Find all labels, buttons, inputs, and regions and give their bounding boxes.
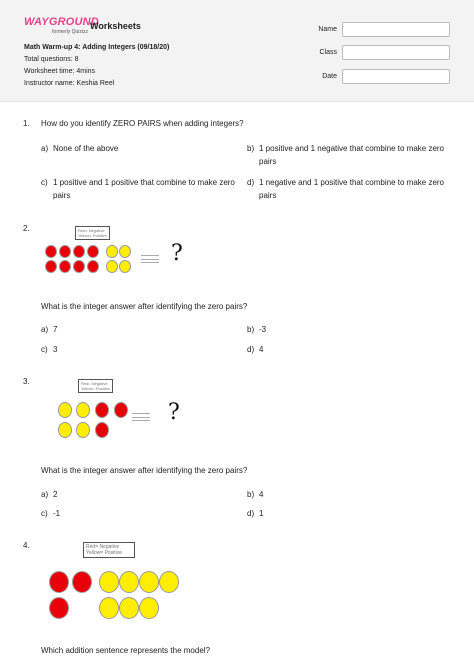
red-counter bbox=[95, 422, 109, 438]
name-field[interactable] bbox=[342, 22, 450, 37]
option-text: 3 bbox=[53, 345, 58, 354]
red-counter bbox=[72, 571, 92, 593]
question-number: 2. bbox=[23, 224, 30, 233]
option-text: 1 positive and 1 positive that combine to make zero pairs bbox=[53, 178, 235, 200]
yellow-counter bbox=[119, 597, 139, 619]
yellow-counter bbox=[139, 597, 159, 619]
option-letter: a) bbox=[41, 144, 49, 153]
worksheet-title: Math Warm-up 4: Adding Integers (09/18/20) bbox=[24, 44, 170, 51]
yellow-counter bbox=[119, 260, 131, 273]
question-text: Which addition sentence represents the model? bbox=[41, 646, 210, 655]
color-legend bbox=[75, 226, 110, 240]
color-legend bbox=[78, 379, 113, 393]
option-letter: b) bbox=[247, 325, 255, 334]
yellow-counter bbox=[119, 245, 131, 258]
question-text: What is the integer answer after identifying the zero pairs? bbox=[41, 466, 248, 475]
option-letter: d) bbox=[247, 509, 255, 518]
date-field[interactable] bbox=[342, 69, 450, 84]
legend-positive: Yellow= Positive bbox=[81, 386, 110, 391]
red-counter bbox=[114, 402, 128, 418]
class-field[interactable] bbox=[342, 45, 450, 60]
red-counter bbox=[87, 245, 99, 258]
option-text: -3 bbox=[259, 325, 267, 334]
option-letter: d) bbox=[247, 178, 255, 187]
yellow-counter bbox=[139, 571, 159, 593]
logo-subtext: formerly Quizizz bbox=[52, 29, 88, 35]
brand-logo bbox=[24, 16, 99, 36]
red-counter bbox=[45, 260, 57, 273]
option-text: 1 negative and 1 positive that combine to make zero pairs bbox=[259, 178, 444, 200]
unknown-answer: ? bbox=[171, 241, 183, 266]
color-legend bbox=[83, 542, 135, 558]
option-letter: b) bbox=[247, 490, 255, 499]
option-text: None of the above bbox=[53, 144, 119, 153]
option-letter: a) bbox=[41, 325, 49, 334]
yellow-counter bbox=[106, 260, 118, 273]
yellow-counter bbox=[76, 402, 90, 418]
option-letter: d) bbox=[247, 345, 255, 354]
question-text: What is the integer answer after identifying the zero pairs? bbox=[41, 302, 248, 311]
yellow-counter bbox=[106, 245, 118, 258]
option-letter: c) bbox=[41, 178, 48, 187]
option-letter: b) bbox=[247, 144, 255, 153]
red-counter bbox=[73, 260, 85, 273]
option-text: 7 bbox=[53, 325, 58, 334]
red-counter bbox=[59, 260, 71, 273]
legend-negative: Red= Negative bbox=[78, 228, 105, 233]
worksheet-time: Worksheet time: 4mins bbox=[24, 68, 96, 75]
total-questions: Total questions: 8 bbox=[24, 56, 79, 63]
product-name: Worksheets bbox=[90, 21, 141, 31]
question-number: 3. bbox=[23, 377, 30, 386]
class-label: Class bbox=[319, 49, 337, 56]
red-counter bbox=[95, 402, 109, 418]
red-counter bbox=[45, 245, 57, 258]
equals-sign bbox=[141, 255, 159, 263]
yellow-counter bbox=[99, 571, 119, 593]
logo-text: WAYGROUND bbox=[24, 16, 99, 28]
option-text: 1 positive and 1 negative that combine to make zero pairs bbox=[259, 144, 444, 166]
option-letter: c) bbox=[41, 509, 48, 518]
date-label: Date bbox=[322, 73, 337, 80]
worksheet-header bbox=[0, 0, 474, 102]
yellow-counter bbox=[58, 422, 72, 438]
red-counter bbox=[87, 260, 99, 273]
red-counter bbox=[73, 245, 85, 258]
name-label: Name bbox=[318, 26, 337, 33]
instructor-name: Instructor name: Keshia Reel bbox=[24, 80, 115, 87]
red-counter bbox=[59, 245, 71, 258]
yellow-counter bbox=[58, 402, 72, 418]
yellow-counter bbox=[159, 571, 179, 593]
legend-positive: Yellow= Positive bbox=[86, 550, 123, 556]
legend-negative: Red= Negative bbox=[81, 381, 108, 386]
red-counter bbox=[49, 571, 69, 593]
option-letter: c) bbox=[41, 345, 48, 354]
legend-negative: Red= Negative bbox=[86, 544, 120, 550]
question-number: 1. bbox=[23, 119, 30, 128]
yellow-counter bbox=[119, 571, 139, 593]
option-text: 4 bbox=[259, 490, 264, 499]
yellow-counter bbox=[76, 422, 90, 438]
option-text: 1 bbox=[259, 509, 264, 518]
option-text: -1 bbox=[53, 509, 61, 518]
question-text: How do you identify ZERO PAIRS when adding integers? bbox=[41, 119, 244, 128]
red-counter bbox=[49, 597, 69, 619]
option-text: 4 bbox=[259, 345, 264, 354]
option-letter: a) bbox=[41, 490, 49, 499]
unknown-answer: ? bbox=[168, 400, 180, 425]
legend-positive: Yellow= Positive bbox=[78, 233, 107, 238]
option-text: 2 bbox=[53, 490, 58, 499]
yellow-counter bbox=[99, 597, 119, 619]
equals-sign bbox=[132, 413, 150, 421]
question-number: 4. bbox=[23, 541, 30, 550]
